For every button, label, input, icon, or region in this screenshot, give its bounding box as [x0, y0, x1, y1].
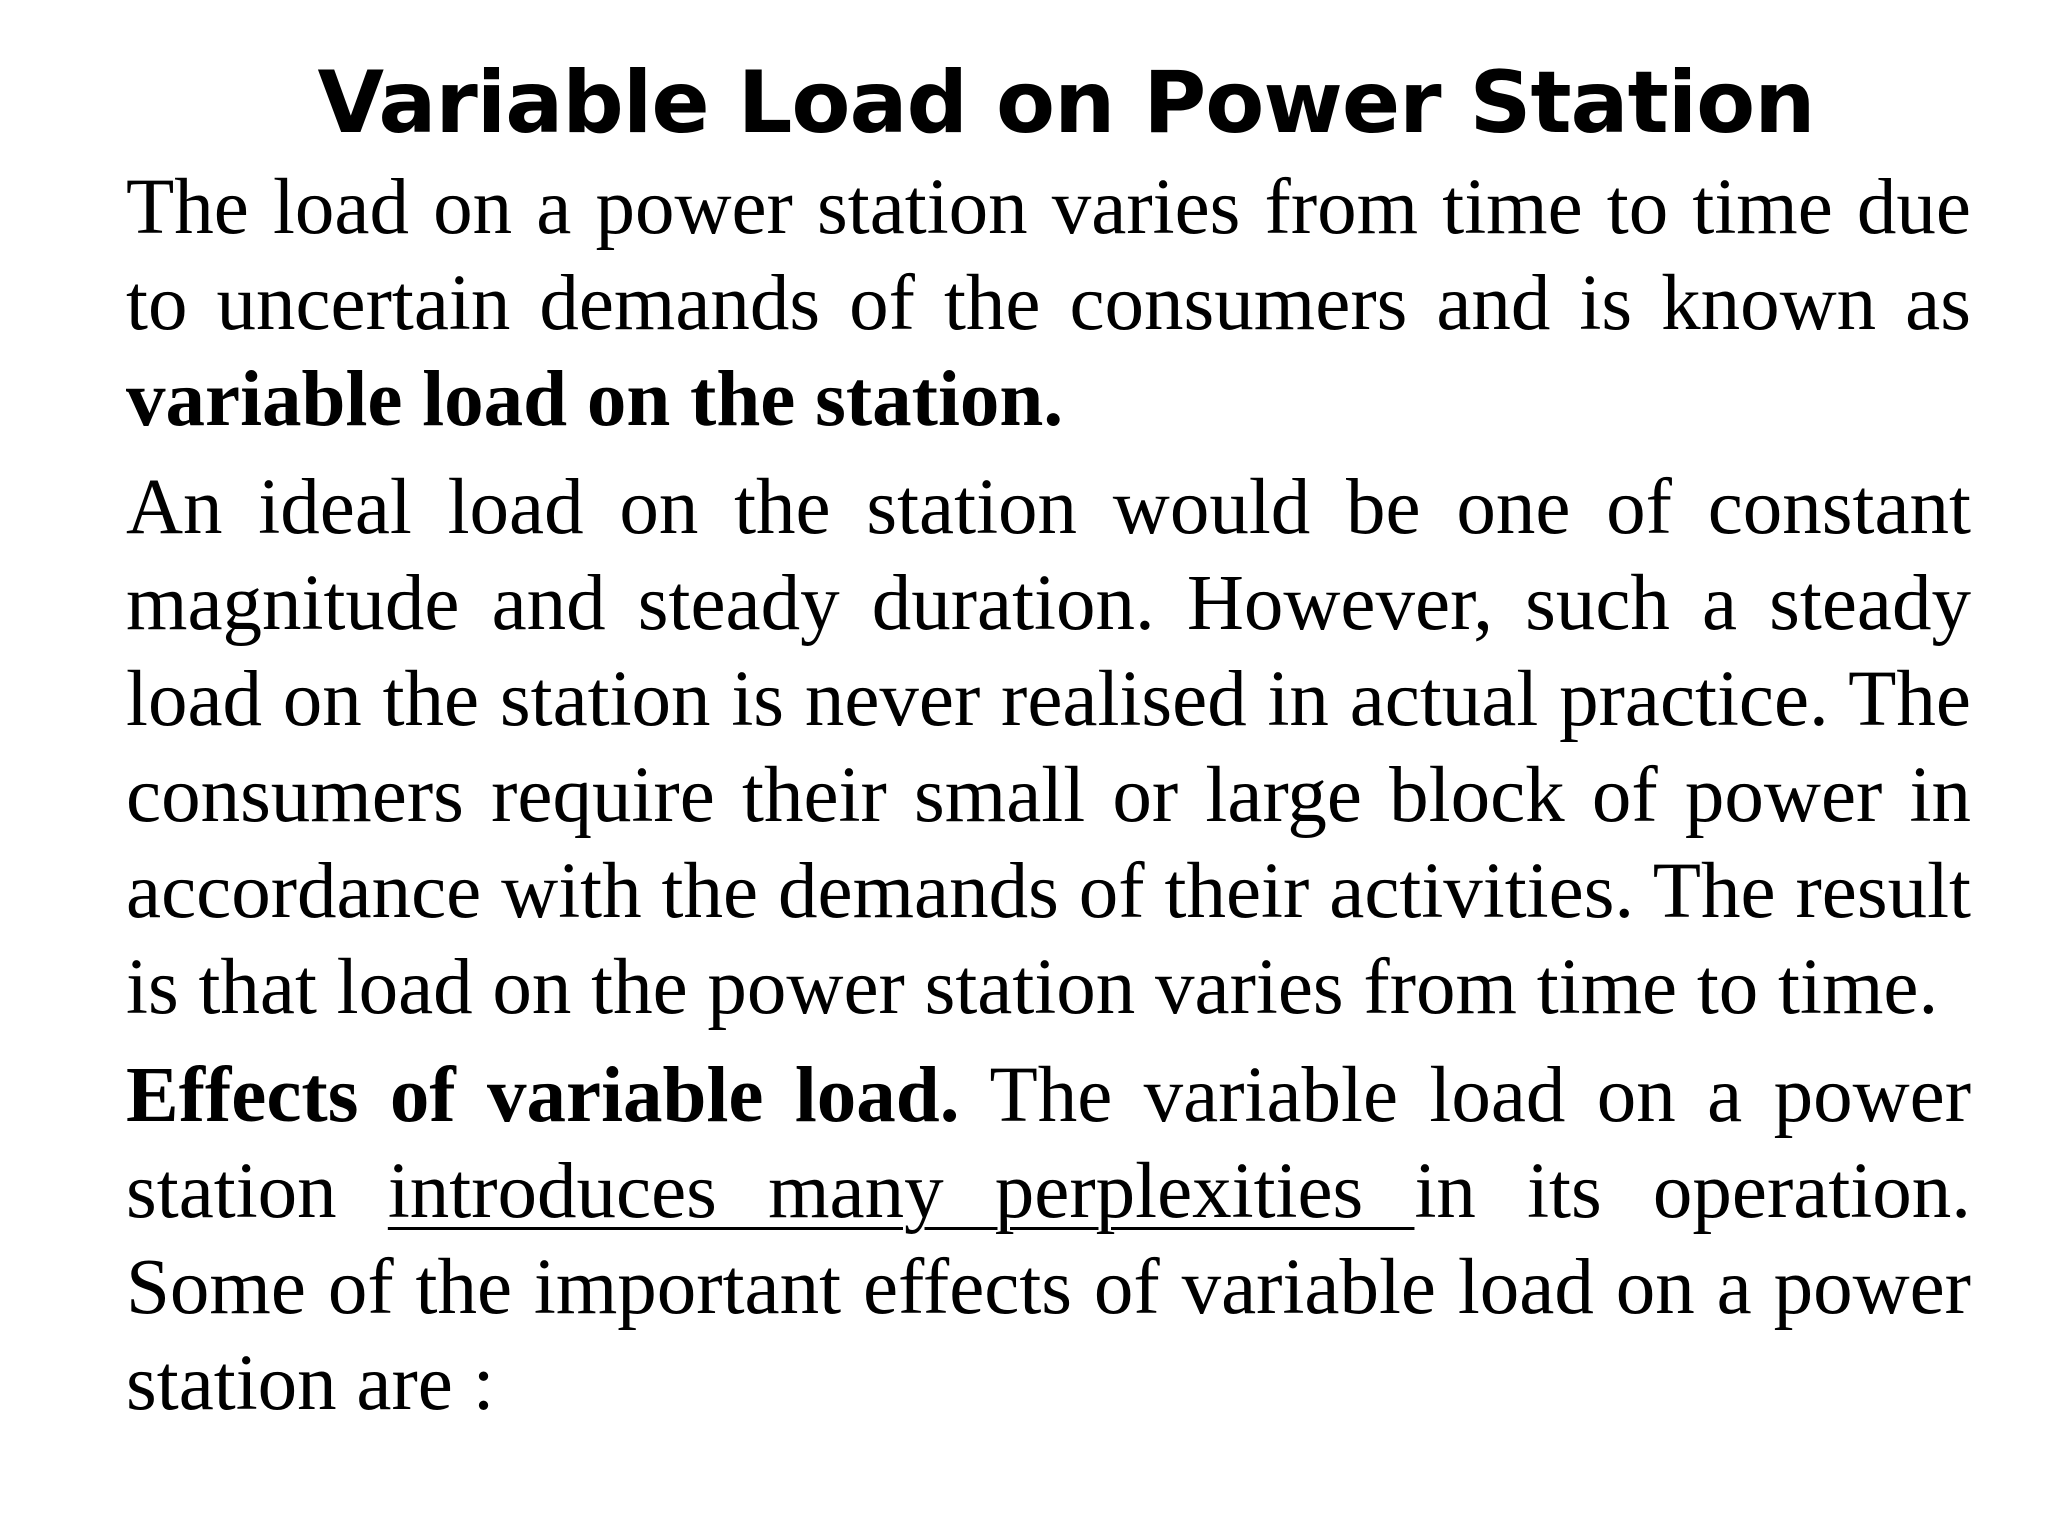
slide-body	[126, 160, 1971, 1432]
effects-heading: Effects of variable load.	[126, 1052, 960, 1139]
paragraph-effects	[126, 1048, 1971, 1432]
paragraph-definition	[126, 160, 1971, 448]
underlined-phrase: introduces many perplexities	[387, 1148, 1415, 1235]
definition-text: The load on a power station varies from time to time due to uncertain demands of the consumers and is known as	[126, 164, 1971, 347]
definition-term: variable load on the station.	[126, 356, 1064, 443]
slide-title: Variable Load on Power Station	[317, 53, 1815, 153]
effects-text-2: in its operation. Some of the important effects of variable load on a power station are :	[126, 1148, 1971, 1427]
paragraph-ideal-load: An ideal load on the station would be one of constant magnitude and steady duration. However, such a steady load on the station is never realised in actual practice. The consumers require their small or large block of power in accordance with the demands of their activities. The result is that load on the power station varies from time to time.	[126, 464, 1971, 1031]
effects-text-1: The variable load on a power station	[126, 1052, 1971, 1235]
